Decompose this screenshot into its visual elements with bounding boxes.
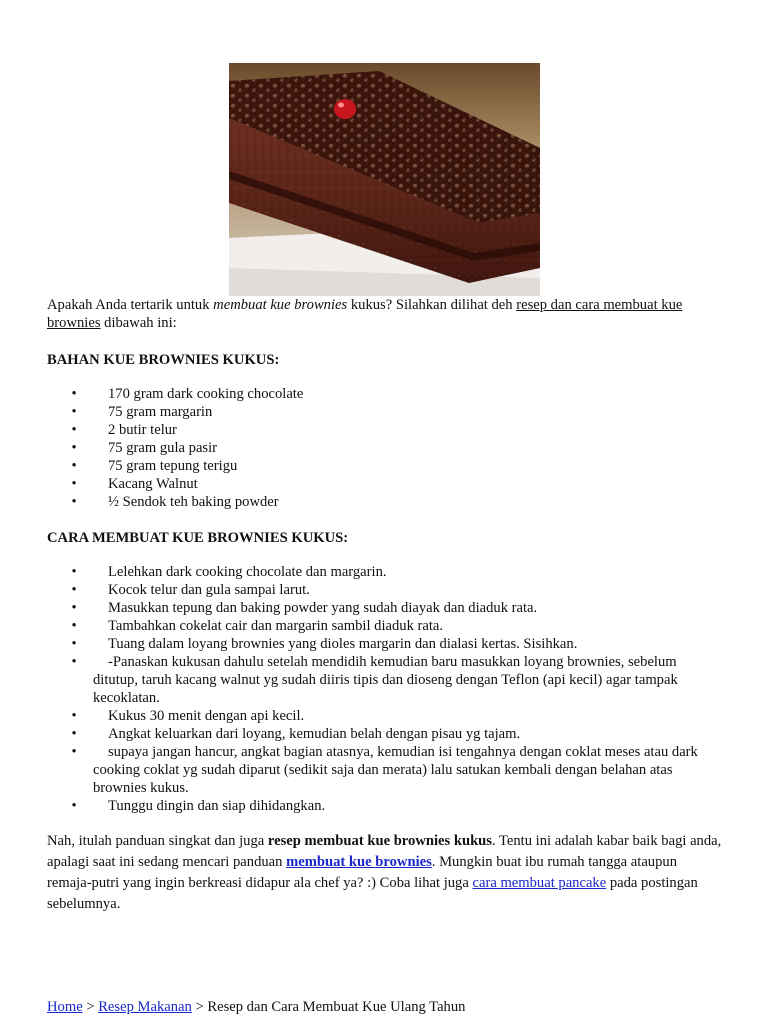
bullet-icon: • (71, 636, 77, 652)
bullet-icon: • (71, 476, 77, 492)
step-item-text: Kocok telur dan gula sampai larut. (108, 582, 310, 598)
step-item-text: Kukus 30 menit dengan api kecil. (108, 708, 305, 724)
bullet-icon: • (71, 654, 77, 670)
closing-text-4: pada postingan sebelumnya. (47, 875, 698, 912)
breadcrumb-current: Resep dan Cara Membuat Kue Ulang Tahun (207, 999, 466, 1015)
step-item-text: Tuang dalam loyang brownies yang dioles margarin dan dialasi kertas. Sisihkan. (108, 636, 578, 652)
step-item-text: Tambahkan cokelat cair dan margarin sambil diaduk rata. (108, 618, 444, 634)
step-item (47, 563, 722, 581)
ingredient-item-text: 75 gram margarin (108, 404, 213, 420)
step-item (47, 743, 722, 797)
intro-text-middle: kukus? Silahkan dilihat deh (347, 297, 517, 313)
step-item (47, 797, 722, 815)
ingredients-heading: BAHAN KUE BROWNIES KUKUS: (47, 352, 280, 368)
ingredient-item-text: 170 gram dark cooking chocolate (108, 386, 304, 402)
bullet-icon: • (71, 726, 77, 742)
recipe-link[interactable]: resep dan cara membuat kue brownies (47, 297, 683, 331)
ingredient-item-text: 75 gram tepung terigu (108, 458, 238, 474)
intro-text-after: dibawah ini: (100, 315, 177, 331)
ingredient-item (47, 439, 727, 457)
step-item-text: Lelehkan dark cooking chocolate dan margarin. (108, 564, 387, 580)
breadcrumb-category[interactable]: Resep Makanan (98, 999, 192, 1015)
intro-paragraph (47, 296, 727, 332)
closing-text-2: . Tentu ini adalah kabar baik bagi anda, apalagi saat ini sedang mencari panduan (47, 833, 722, 870)
bullet-icon: • (71, 600, 77, 616)
step-item-text: Masukkan tepung dan baking powder yang sudah diayak dan diaduk rata. (108, 600, 538, 616)
step-item (47, 581, 722, 599)
closing-bold: resep membuat kue brownies kukus (267, 833, 492, 849)
ingredient-item-text: 2 butir telur (108, 422, 177, 438)
bullet-icon: • (71, 708, 77, 724)
intro-text-before: Apakah Anda tertarik untuk (47, 297, 214, 313)
ingredient-item (47, 421, 727, 439)
step-item-text: -Panaskan kukusan dahulu setelah mendidih kemudian baru masukkan loyang brownies, sebelum ditutup, taruh kacang walnut yg sudah diiris tipis dan dioseng dengan Teflon (api kecil) agar tampak kecoklatan. (93, 654, 678, 706)
bullet-icon: • (71, 422, 77, 438)
bullet-icon: • (71, 404, 77, 420)
breadcrumb-separator: > (191, 999, 208, 1015)
bullet-icon: • (71, 494, 77, 510)
ingredient-item (47, 457, 727, 475)
bullet-icon: • (71, 744, 77, 760)
breadcrumb (47, 998, 727, 1016)
closing-text-1: Nah, itulah panduan singkat dan juga (47, 833, 268, 849)
bullet-icon: • (71, 386, 77, 402)
step-item (47, 617, 722, 635)
step-item (47, 635, 722, 653)
bullet-icon: • (71, 582, 77, 598)
breadcrumb-home[interactable]: Home (47, 999, 83, 1015)
bullet-icon: • (71, 458, 77, 474)
step-item (47, 599, 722, 617)
ingredient-item (47, 403, 727, 421)
pancake-link[interactable]: cara membuat pancake (472, 875, 607, 891)
step-item (47, 725, 722, 743)
ingredients-list (47, 385, 727, 511)
bullet-icon: • (71, 564, 77, 580)
closing-paragraph (47, 831, 722, 915)
ingredient-item (47, 493, 727, 511)
step-item (47, 707, 722, 725)
brownies-link[interactable]: membuat kue brownies (286, 854, 432, 870)
step-item-text: supaya jangan hancur, angkat bagian atasnya, kemudian isi tengahnya dengan coklat meses atau dark cooking coklat yg sudah diparut (sedikit saja dan merata) lalu satukan kembali dengan belahan atas brownies kukus. (93, 744, 698, 796)
bullet-icon: • (71, 440, 77, 456)
ingredient-item-text: 75 gram gula pasir (108, 440, 218, 456)
step-item-text: Angkat keluarkan dari loyang, kemudian belah dengan pisau yg tajam. (108, 726, 521, 742)
step-item (47, 653, 722, 707)
brownie-photo (229, 63, 540, 296)
ingredient-item (47, 385, 727, 403)
step-item-text: Tunggu dingin dan siap dihidangkan. (108, 798, 326, 814)
ingredient-item-text: Kacang Walnut (108, 476, 198, 492)
steps-heading: CARA MEMBUAT KUE BROWNIES KUKUS: (47, 530, 349, 546)
bullet-icon: • (71, 618, 77, 634)
steps-list (47, 563, 722, 815)
ingredient-item (47, 475, 727, 493)
bullet-icon: • (71, 798, 77, 814)
ingredient-item-text: ½ Sendok teh baking powder (108, 494, 279, 510)
breadcrumb-separator: > (82, 999, 99, 1015)
intro-italic: membuat kue brownies (213, 297, 348, 313)
closing-text-3: . Mungkin buat ibu rumah tangga ataupun remaja-putri yang ingin berkreasi didapur ala chef ya? :) Coba lihat juga (47, 854, 677, 891)
